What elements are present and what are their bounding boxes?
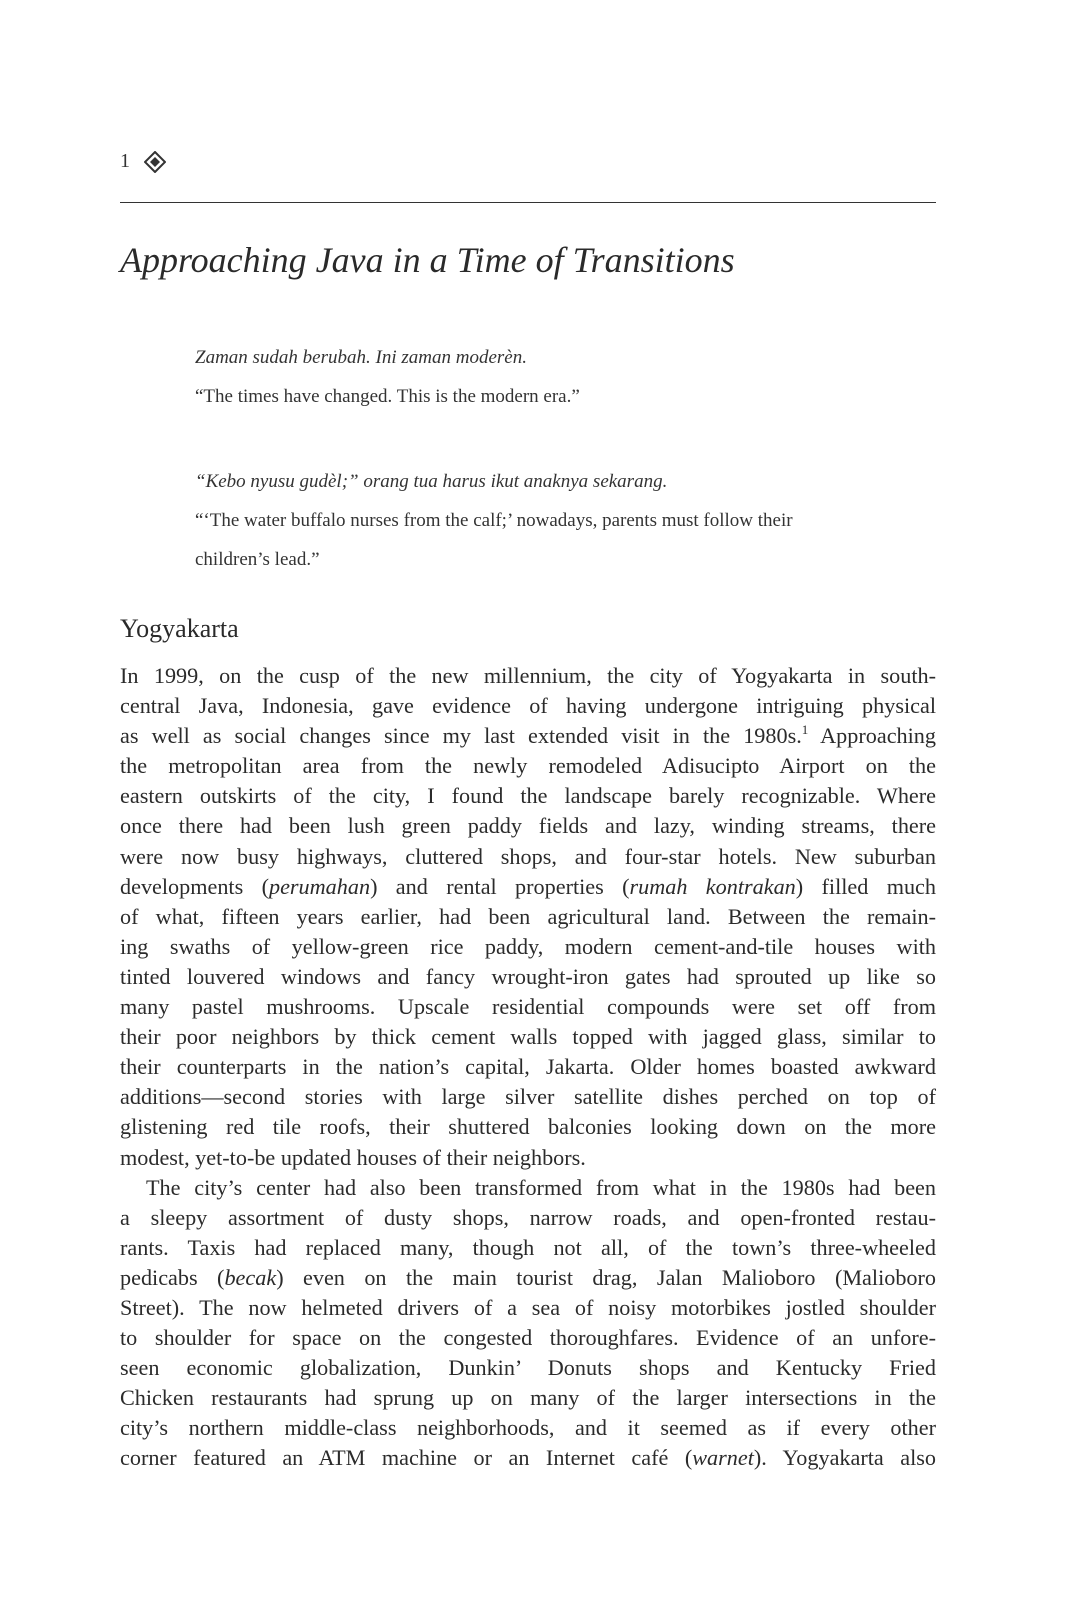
text-line: of what, fifteen years earlier, had been agricultural land. Between the remain- (120, 903, 936, 929)
text-line: their counterparts in the nation’s capital, Jakarta. Older homes boasted awkward (120, 1054, 936, 1080)
text-line: The city’s center had also been transformed from what in the 1980s had been (146, 1174, 936, 1200)
text-line: pedicabs (becak) even on the main tourist drag, Jalan Malioboro (Malioboro (120, 1264, 937, 1290)
paragraph (120, 1173, 936, 1474)
footnote-ref[interactable]: 1 (801, 722, 809, 738)
text-line: corner featured an ATM machine or an Internet café (warnet). Yogyakarta also (120, 1445, 936, 1471)
chapter-title: Approaching Java in a Time of Transitions (120, 240, 735, 280)
body-text (120, 661, 936, 1474)
text-line: In 1999, on the cusp of the new millennium, the city of Yogyakarta in south- (120, 663, 936, 688)
text-line: glistening red tile roofs, their shuttered balconies looking down on the more (120, 1114, 936, 1140)
text-line: the metropolitan area from the newly remodeled Adisucipto Airport on the (120, 753, 936, 779)
text-line: their poor neighbors by thick cement walls topped with jagged glass, similar to (120, 1024, 936, 1050)
text-line: tinted louvered windows and fancy wrought-iron gates had sprouted up like so (120, 963, 936, 989)
epigraph (195, 462, 935, 579)
epigraph-original: “Kebo nyusu gudèl;” orang tua harus ikut anaknya sekarang. (195, 471, 668, 492)
text-line: as well as social changes since my last extended visit in the 1980s.$^1$ Approaching (120, 722, 936, 749)
text-line: developments (perumahan) and rental properties (rumah kontrakan) filled much (120, 873, 936, 899)
text-line: once there had been lush green paddy fields and lazy, winding streams, there (120, 813, 936, 839)
epigraph-original: Zaman sudah berubah. Ini zaman moderèn. (195, 347, 527, 368)
text-line: additions—second stories with large silver satellite dishes perched on top of (120, 1084, 936, 1110)
epigraph-translation: children’s lead.” (195, 549, 320, 570)
text-line: Street). The now helmeted drivers of a sea of noisy motorbikes jostled shoulder (120, 1294, 936, 1320)
epigraph-translation: “‘The water buffalo nurses from the calf;’ nowadays, parents must follow their (195, 510, 793, 531)
text-line: seen economic globalization, Dunkin’ Donuts shops and Kentucky Fried (120, 1355, 936, 1381)
paragraph (120, 661, 936, 1173)
text-line: modest, yet-to-be updated houses of their neighbors. (120, 1144, 586, 1170)
text-line: central Java, Indonesia, gave evidence of having undergone intriguing physical (120, 693, 936, 719)
text-line: Chicken restaurants had sprung up on many of the larger intersections in the (120, 1385, 936, 1411)
text-line: rants. Taxis had replaced many, though not all, of the town’s three-wheeled (120, 1234, 936, 1260)
text-line: were now busy highways, cluttered shops, and four-star hotels. New suburban (120, 843, 936, 869)
chapter-number: 1 (120, 150, 130, 172)
text-line: many pastel mushrooms. Upscale residential compounds were set off from (120, 994, 936, 1020)
text-line: ing swaths of yellow-green rice paddy, modern cement-and-tile houses with (120, 933, 936, 959)
text-line: city’s northern middle-class neighborhoods, and it seemed as if every other (120, 1415, 936, 1441)
diamond-ornament-icon (144, 151, 166, 173)
chapter-header (120, 150, 166, 173)
text-line: to shoulder for space on the congested thoroughfares. Evidence of an unfore- (120, 1325, 936, 1351)
text-line: a sleepy assortment of dusty shops, narrow roads, and open-fronted restau- (120, 1204, 936, 1230)
header-rule (120, 202, 936, 203)
section-heading: Yogyakarta (120, 614, 239, 643)
text-line: eastern outskirts of the city, I found the landscape barely recognizable. Where (120, 783, 936, 809)
epigraph (195, 338, 935, 416)
epigraph-translation: “The times have changed. This is the modern era.” (195, 386, 580, 407)
